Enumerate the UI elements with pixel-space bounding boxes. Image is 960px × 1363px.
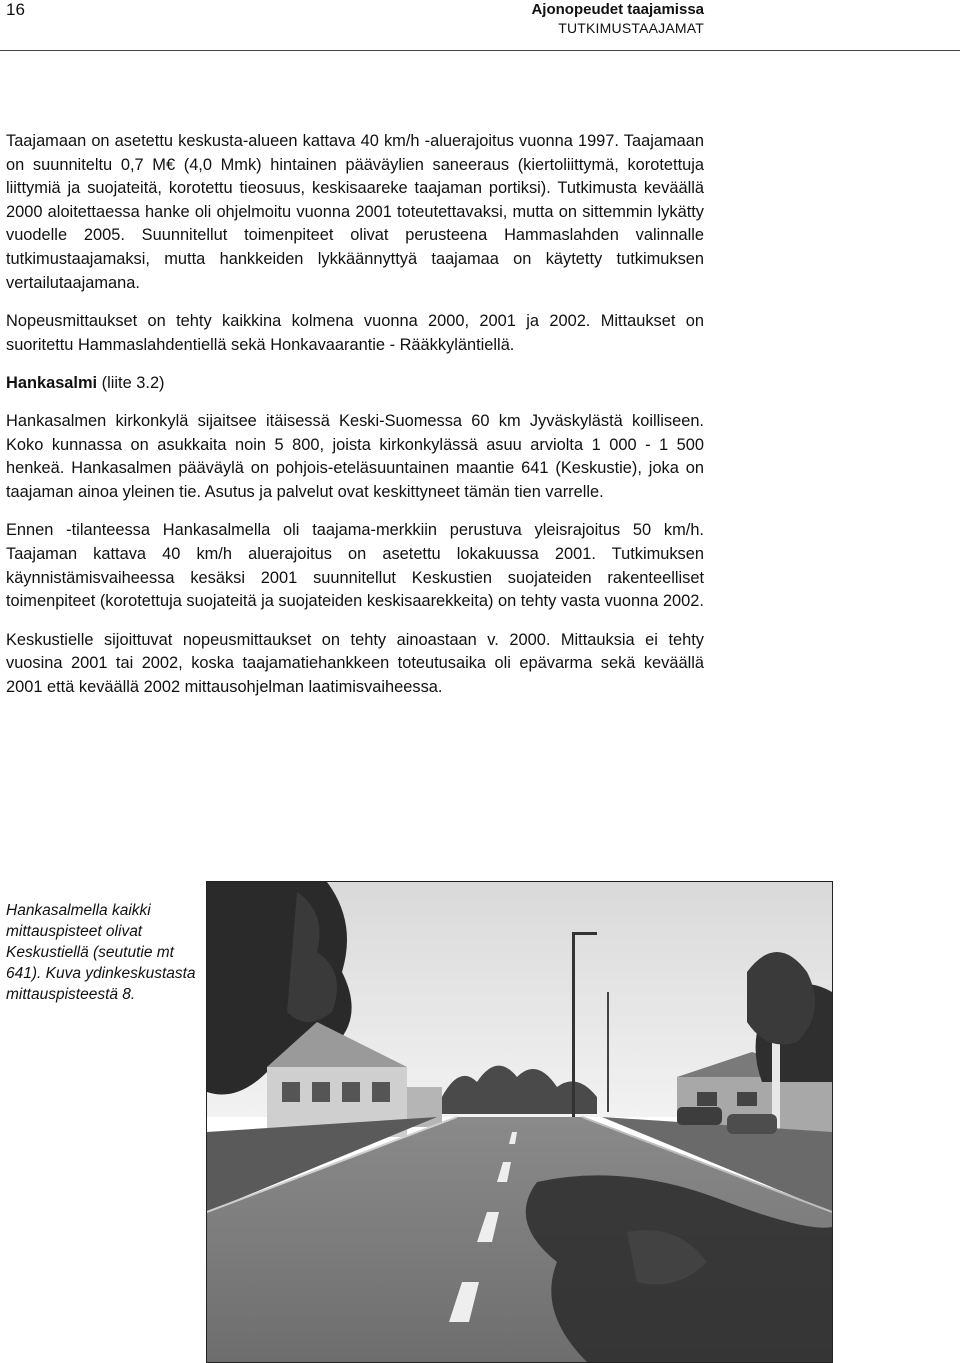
street-photo	[206, 881, 833, 1363]
section-heading-ref: (liite 3.2)	[97, 374, 165, 393]
paragraph: Keskustielle sijoittuvat nopeusmittaukset on tehty ainoastaan v. 2000. Mittauksia ei tehty vuosina 2001 tai 2002, koska taajamatiehankkeen toteutusaika oli epävarma sekä keväällä 2001 että keväällä 2002 mittausohjelman laatimisvaiheessa.	[6, 630, 704, 696]
document-title: Ajonopeudet taajamissa	[531, 1, 704, 18]
section-heading-name: Hankasalmi	[6, 374, 98, 393]
paragraph: Hankasalmen kirkonkylä sijaitsee itäisessä Keski-Suomessa 60 km Jyväskylästä koilliseen. Koko kunnassa on asukkaita noin 5 800, joista kirkonkylässä asuu arviolta 1 000 - 1 500 henkeä. Hankasalmen pääväylä on pohjois-eteläsuuntainen maantie 641 (Keskustie), joka on taajaman ainoa yleinen tie. Asutus ja palvelut ovat keskittyneet tämän tien varrelle.	[6, 411, 704, 501]
header-rule	[0, 50, 960, 51]
paragraph: Ennen -tilanteessa Hankasalmella oli taajama-merkkiin perustuva yleisrajoitus 50 km/h. Taajaman kattava 40 km/h aluerajoitus on asetettu lokakuussa 2001. Tutkimuksen käynnistämisvaiheessa kesäksi 2001 suunnitellut Keskustien suojateiden rakenteelliset toimenpiteet (korotettuja suojateitä ja suojateiden keskisaarekkeita) on tehty vasta vuonna 2002.	[6, 521, 704, 611]
paragraph: Nopeusmittaukset on tehty kaikkina kolmena vuonna 2000, 2001 ja 2002. Mittaukset on suoritettu Hammaslahdentiellä sekä Honkavaarantie - Rääkkyläntiellä.	[6, 312, 704, 354]
running-header	[531, 0, 704, 38]
page-header	[0, 0, 960, 52]
paragraph: Taajamaan on asetettu keskusta-alueen kattava 40 km/h -aluerajoitus vuonna 1997. Taajamaan on suunniteltu 0,7 M€ (4,0 Mmk) hintainen pääväylien saneeraus (kiertoliittymä, korotettuja liittymiä ja suojateitä, korotettu tieosuus, keskisaareke taajaman portiksi). Tutkimusta keväällä 2000 aloitettaessa hanke oli ohjelmoitu vuonna 2001 toteutettavaksi, mutta on sittemmin lykätty vuodelle 2005. Suunnitellut toimenpiteet olivat perusteena Hammaslahden valinnalle tutkimustaajamaksi, mutta hankkeiden lykkäännyttyä taajamaa on käytetty tutkimuksen vertailutaajamana.	[6, 132, 704, 292]
chapter-title: TUTKIMUSTAAJAMAT	[558, 20, 704, 36]
figure-caption: Hankasalmella kaikki mittauspisteet olivat Keskustiellä (seututie mt 641). Kuva ydinkeskustasta mittauspisteestä 8.	[6, 902, 196, 1003]
page-number: 16	[6, 0, 25, 19]
body-text	[6, 130, 704, 714]
section-heading	[6, 372, 704, 396]
